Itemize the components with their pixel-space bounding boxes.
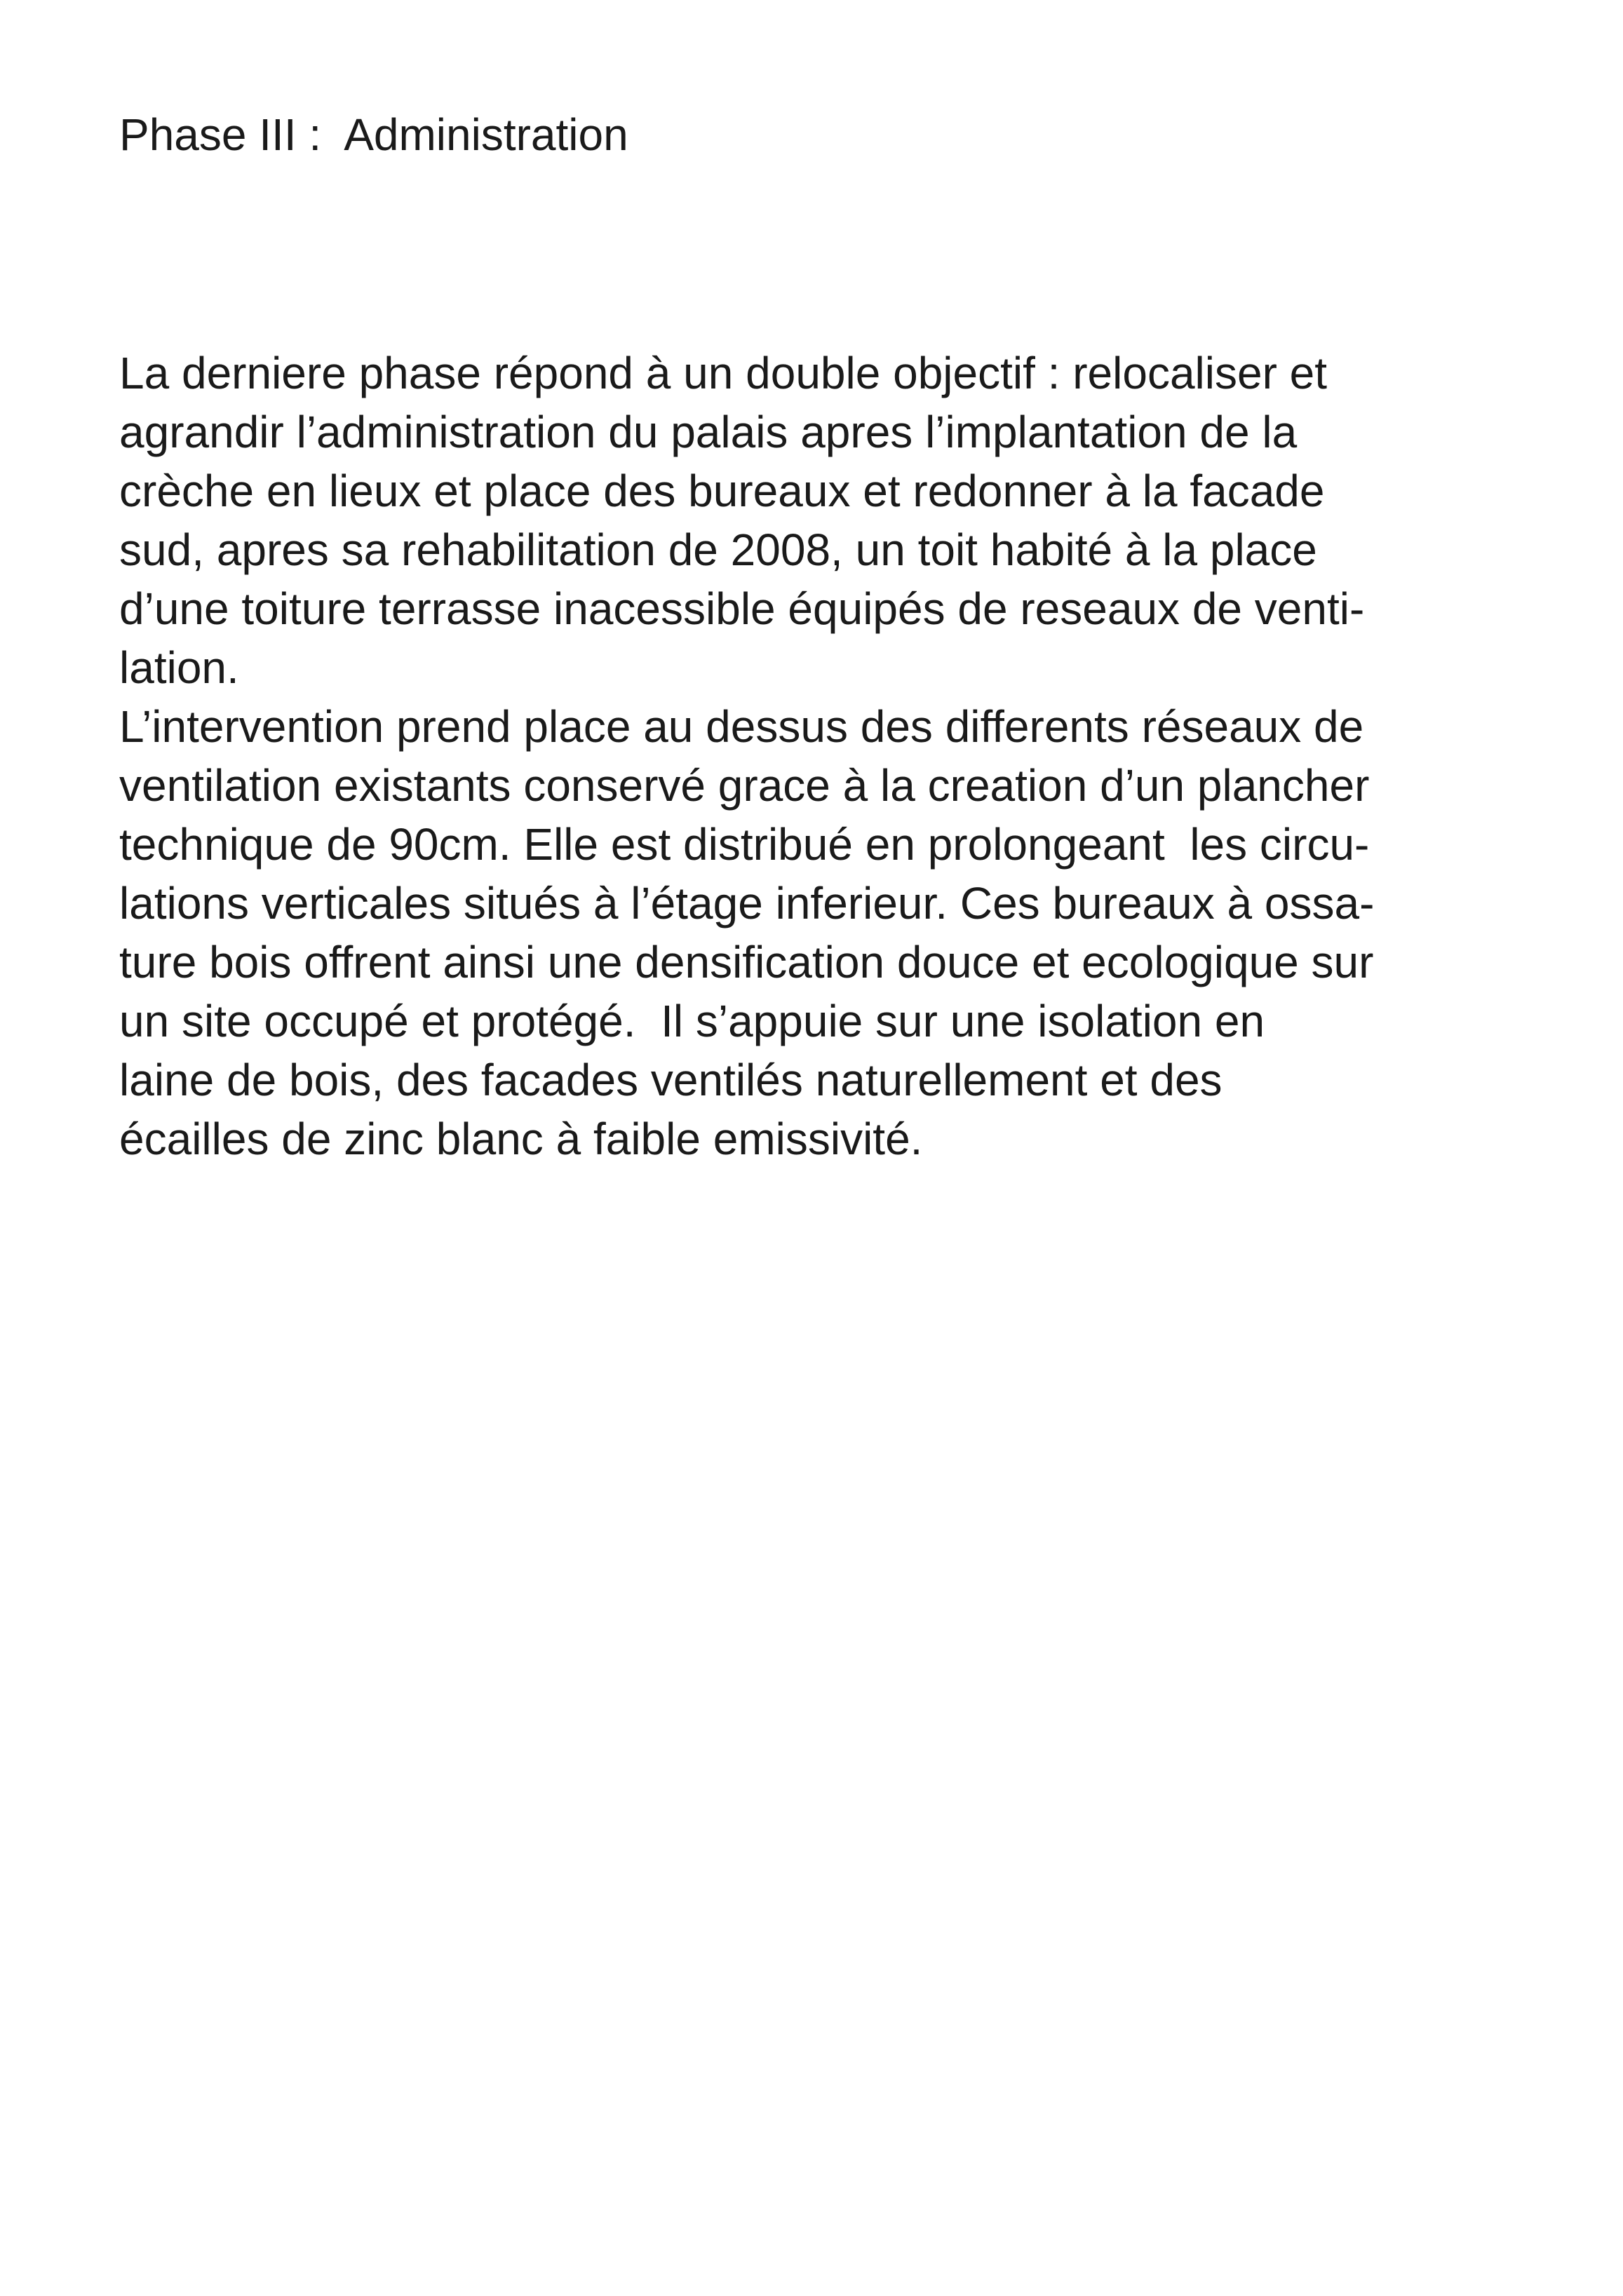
text-line: sud, apres sa rehabilitation de 2008, un toit habité à la place — [119, 525, 1317, 575]
text-line: lation. — [119, 642, 239, 693]
text-line: crèche en lieux et place des bureaux et redonner à la facade — [119, 466, 1325, 516]
text-line: laine de bois, des facades ventilés naturellement et des — [119, 1055, 1223, 1105]
text-line: écailles de zinc blanc à faible emissivité. — [119, 1114, 923, 1164]
page-heading: Phase III : Administration — [119, 109, 628, 160]
text-line: agrandir l’administration du palais apres l’implantation de la — [119, 407, 1298, 457]
body-paragraph — [119, 344, 1550, 1168]
text-line: ture bois offrent ainsi une densification douce et ecologique sur — [119, 937, 1374, 987]
text-line: lations verticales situés à l’étage inferieur. Ces bureaux à ossa- — [119, 878, 1375, 928]
text-line: d’une toiture terrasse inacessible équipés de reseaux de venti- — [119, 583, 1365, 634]
text-line: La derniere phase répond à un double objectif : relocaliser et — [119, 348, 1328, 398]
text-line: un site occupé et protégé. Il s’appuie sur une isolation en — [119, 996, 1265, 1046]
text-line: technique de 90cm. Elle est distribué en prolongeant les circu- — [119, 819, 1370, 870]
text-line: L’intervention prend place au dessus des differents réseaux de — [119, 701, 1364, 752]
text-line: ventilation existants conservé grace à la creation d’un plancher — [119, 760, 1370, 811]
